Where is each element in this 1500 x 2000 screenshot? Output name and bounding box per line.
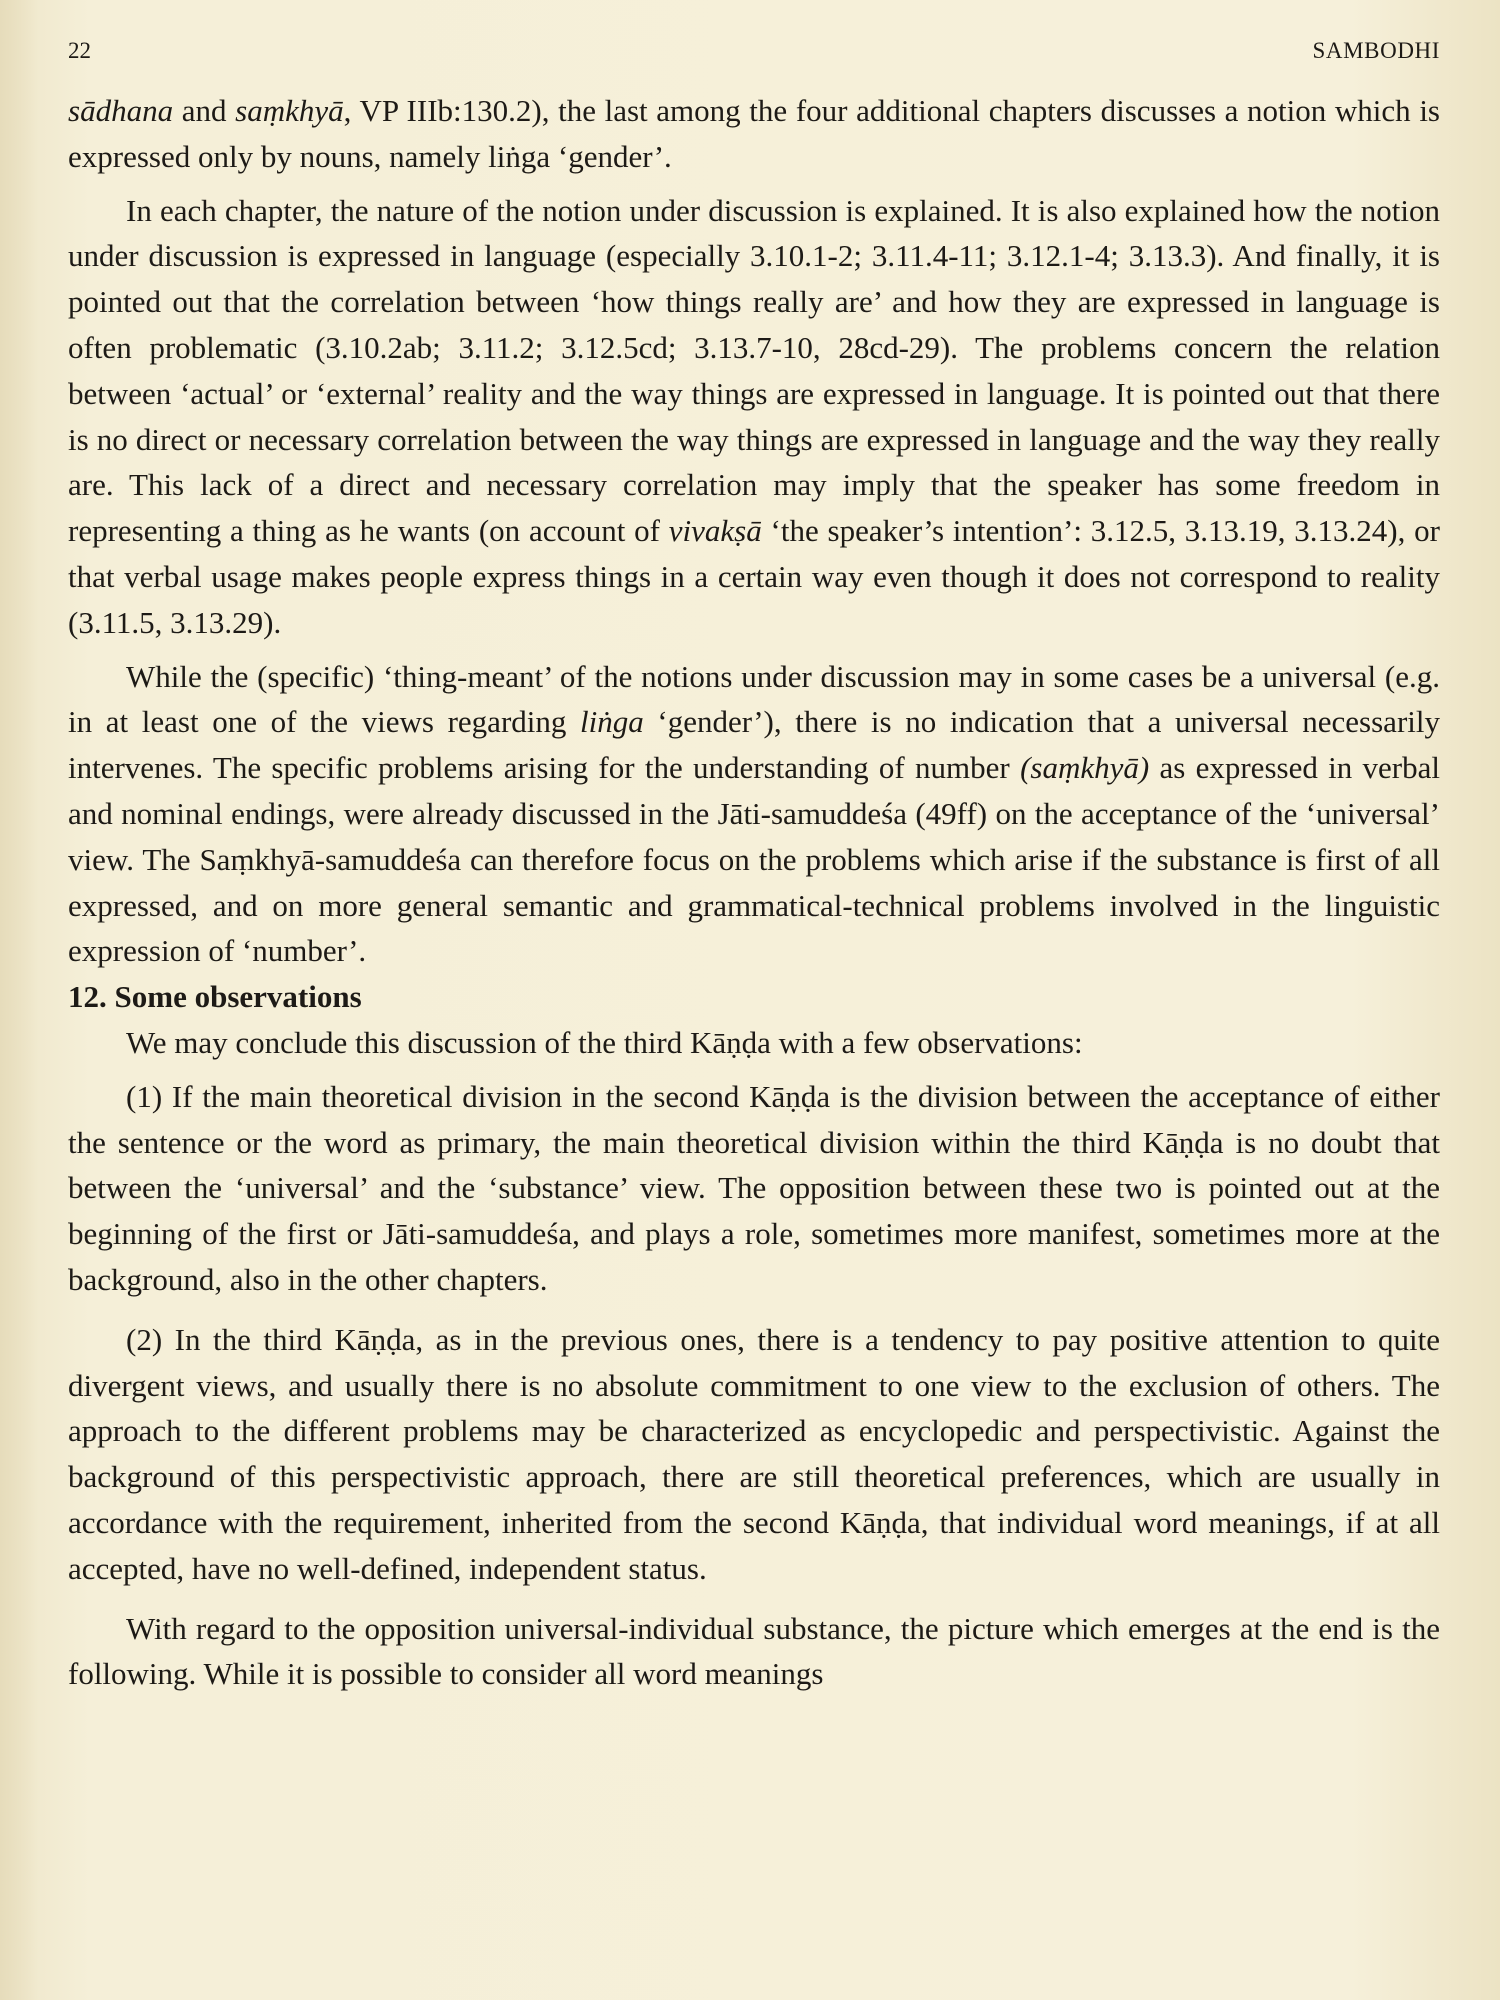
text-run: , VP IIIb:130.2), the last among the four additional chapters discusses a notion which is expressed only by nouns, namely liṅga ‘gender’.	[68, 93, 1440, 174]
paragraph: (1) If the main theoretical division in the second Kāṇḍa is the division between the acceptance of either the sentence or the word as primary, the main theoretical division within the third Kāṇḍa is no doubt that between the ‘universal’ and the ‘substance’ view. The opposition between these two is pointed out at the beginning of the first or Jāti-samuddeśa, and plays a role, sometimes more manifest, sometimes more at the background, also in the other chapters.	[68, 1078, 1440, 1297]
paragraph: With regard to the opposition universal-individual substance, the picture which emerges at the end is the following. While it is possible to consider all word meanings	[68, 1610, 1440, 1692]
text-run: ‘gender’), there is no indication that a universal necessarily intervenes. The specific problems arising for the understanding of number	[68, 704, 1440, 786]
section-heading: 12. Some observations	[68, 979, 362, 1015]
italic-term: sādhana	[68, 93, 174, 128]
paragraph-continued	[68, 88, 1440, 180]
page-number: 22	[68, 38, 91, 63]
paragraph	[68, 188, 1440, 646]
italic-term: vivakṣā	[668, 513, 762, 549]
text-run: In each chapter, the nature of the notion under discussion is explained. It is also explained how the notion under discussion is expressed in language (especially 3.10.1-2; 3.11.4-11; 3.12.1-4; 3.13.3). And finally, it is pointed out that the correlation between ‘how things really are’ and how they are expressed in language is often problematic (3.10.2ab; 3.11.2; 3.12.5cd; 3.13.7-10, 28cd-29). The problems concern the relation between ‘actual’ or ‘external’ reality and the way things are expressed in language. It is pointed out that there is no direct or necessary correlation between the way things are expressed in language and the way they really are. This lack of a direct and necessary correlation may imply that the speaker has some freedom in representing a thing as he wants (on account of	[68, 192, 1440, 549]
paragraph: We may conclude this discussion of the third Kāṇḍa with a few observations:	[126, 1024, 1083, 1060]
page-header	[68, 38, 1440, 74]
text-run: and	[173, 93, 236, 128]
italic-term: liṅga	[580, 704, 644, 740]
italic-term: (saṃkhyā)	[1020, 750, 1150, 786]
body-text	[68, 88, 1440, 1697]
italic-term: saṃkhyā	[235, 93, 344, 128]
text-run: While the (specific) ‘thing-meant’ of the notions under discussion may in some cases be a universal (e.g. in at least one of the views regarding	[68, 658, 1440, 740]
paragraph	[68, 654, 1440, 975]
paragraph: (2) In the third Kāṇḍa, as in the previous ones, there is a tendency to pay positive attention to quite divergent views, and usually there is no absolute commitment to one view to the exclusion of others. The approach to the different problems may be characterized as encyclopedic and perspectivistic. Against the background of this perspectivistic approach, there are still theoretical preferences, which are usually in accordance with the requirement, inherited from the second Kāṇḍa, that individual word meanings, if at all accepted, have no well-defined, independent status.	[68, 1321, 1440, 1586]
text-run: ‘the speaker’s intention’: 3.12.5, 3.13.19, 3.13.24), or that verbal usage makes people express things in a certain way even though it does not correspond to reality (3.11.5, 3.13.29).	[68, 513, 1440, 640]
text-run: as expressed in verbal and nominal endings, were already discussed in the Jāti-samuddeśa (49ff) on the acceptance of the ‘universal’ view. The Saṃkhyā-samuddeśa can therefore focus on the problems which arise if the substance is first of all expressed, and on more general semantic and grammatical-technical problems involved in the linguistic expression of ‘number’.	[68, 750, 1440, 969]
running-head: SAMBODHI	[1312, 38, 1440, 63]
